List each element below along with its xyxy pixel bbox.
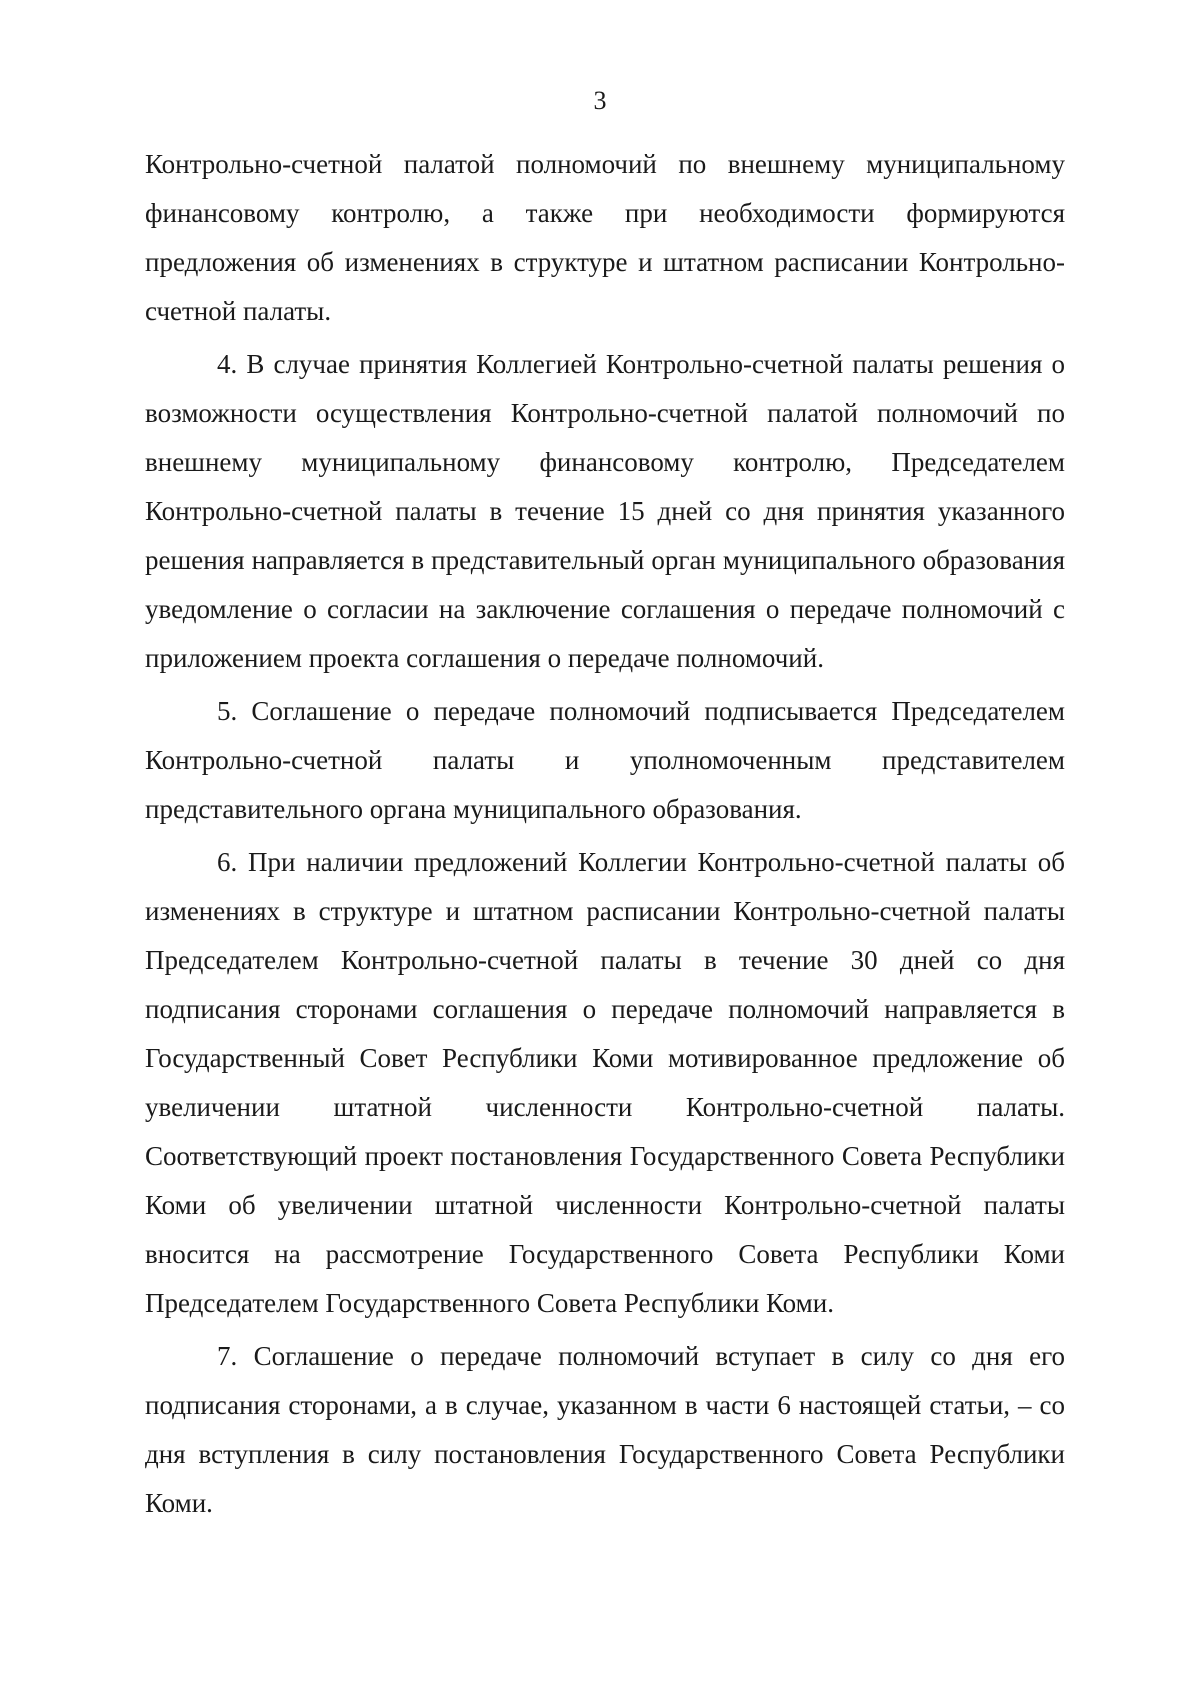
paragraph-item-5: 5. Соглашение о передаче полномочий подписывается Председателем Контрольно-счетной палаты и уполномоченным представителем представительного органа муниципального образования. [145, 696, 1065, 824]
paragraph-item-6: 6. При наличии предложений Коллегии Контрольно-счетной палаты об изменениях в структуре и штатном расписании Контрольно-счетной палаты Председателем Контрольно-счетной палаты в течение 30 дней со дня подписания сторонами соглашения о передаче полномочий направляется в Государственный Совет Республики Коми мотивированное предложение об увеличении штатной численности Контрольно-счетной палаты. Соответствующий проект постановления Государственного Совета Республики Коми об увеличении штатной численности Контрольно-счетной палаты вносится на рассмотрение Государственного Совета Республики Коми Председателем Государственного Совета Республики Коми. [145, 847, 1065, 1318]
document-body [145, 140, 1065, 1532]
paragraph-item-4: 4. В случае принятия Коллегией Контрольно-счетной палаты решения о возможности осуществления Контрольно-счетной палатой полномочий по внешнему муниципальному финансовому контролю, Председателем Контрольно-счетной палаты в течение 15 дней со дня принятия указанного решения направляется в представительный орган муниципального образования уведомление о согласии на заключение соглашения о передаче полномочий с приложением проекта соглашения о передаче полномочий. [145, 349, 1065, 673]
paragraph-continuation: Контрольно-счетной палатой полномочий по внешнему муниципальному финансовому контролю, а также при необходимости формируются предложения об изменениях в структуре и штатном расписании Контрольно-счетной палаты. [145, 149, 1065, 326]
page-number: 3 [593, 86, 607, 115]
paragraph-item-7: 7. Соглашение о передаче полномочий вступает в силу со дня его подписания сторонами, а в случае, указанном в части 6 настоящей статьи, – со дня вступления в силу постановления Государственного Совета Республики Коми. [145, 1341, 1065, 1518]
